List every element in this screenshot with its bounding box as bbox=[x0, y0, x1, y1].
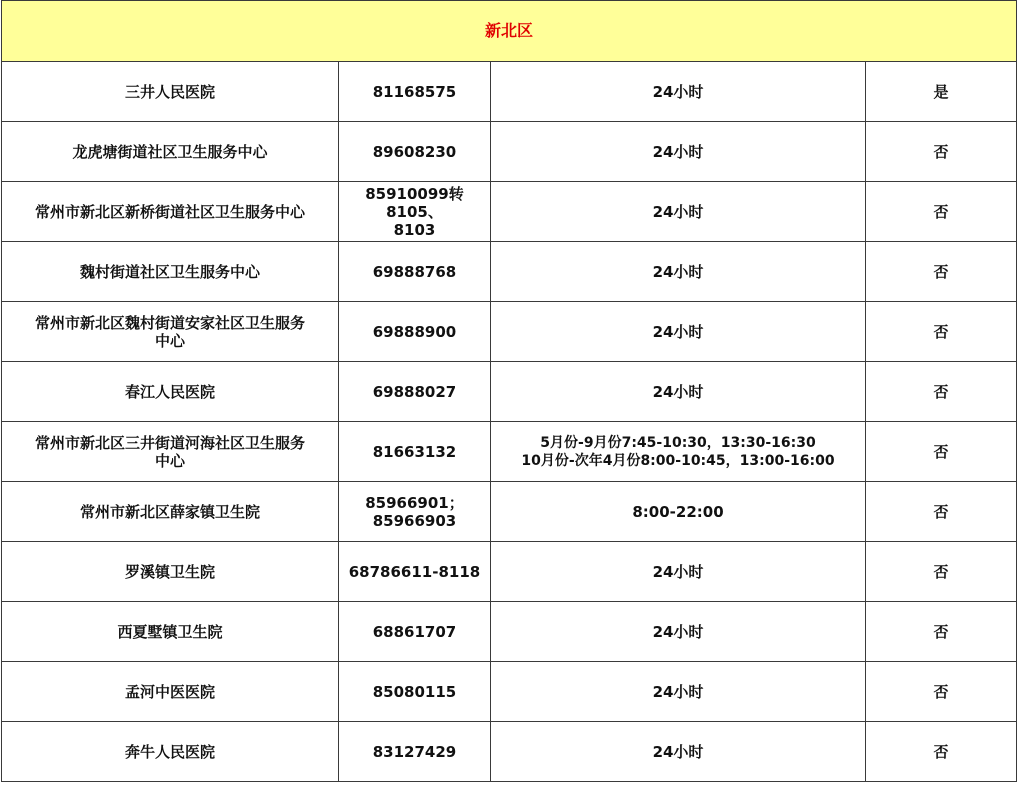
hours-cell: 24小时 bbox=[491, 302, 866, 362]
hours-cell: 24小时 bbox=[491, 62, 866, 122]
flag-cell: 否 bbox=[866, 662, 1017, 722]
hospital-name-line: 中心 bbox=[154, 331, 185, 350]
table-row bbox=[2, 62, 1017, 122]
flag-cell: 否 bbox=[866, 362, 1017, 422]
table-row bbox=[2, 662, 1017, 722]
phone-cell: 83127429 bbox=[339, 722, 491, 782]
phone-line: 8103 bbox=[393, 220, 436, 239]
hours-cell: 24小时 bbox=[491, 182, 866, 242]
flag-cell: 否 bbox=[866, 242, 1017, 302]
hospital-name-cell: 常州市新北区新桥街道社区卫生服务中心 bbox=[2, 182, 339, 242]
hospital-name-cell: 罗溪镇卫生院 bbox=[2, 542, 339, 602]
hospital-name-cell: 春江人民医院 bbox=[2, 362, 339, 422]
flag-cell: 否 bbox=[866, 722, 1017, 782]
table-row bbox=[2, 122, 1017, 182]
hospital-table-body bbox=[2, 1, 1017, 782]
phone-cell bbox=[339, 182, 491, 242]
flag-cell: 否 bbox=[866, 482, 1017, 542]
hospital-name-cell: 三井人民医院 bbox=[2, 62, 339, 122]
flag-cell: 否 bbox=[866, 302, 1017, 362]
section-title: 新北区 bbox=[2, 1, 1017, 62]
hospital-name-cell bbox=[2, 422, 339, 482]
flag-cell: 否 bbox=[866, 542, 1017, 602]
table-row bbox=[2, 422, 1017, 482]
hospital-table bbox=[1, 0, 1017, 782]
table-row bbox=[2, 302, 1017, 362]
flag-cell: 是 bbox=[866, 62, 1017, 122]
phone-cell: 69888900 bbox=[339, 302, 491, 362]
hours-cell: 24小时 bbox=[491, 602, 866, 662]
table-row bbox=[2, 362, 1017, 422]
phone-cell: 81663132 bbox=[339, 422, 491, 482]
hours-cell: 24小时 bbox=[491, 722, 866, 782]
hours-line: 10月份-次年4月份8:00-10:45，13:00-16:00 bbox=[521, 452, 835, 469]
hours-cell: 24小时 bbox=[491, 542, 866, 602]
phone-cell: 81168575 bbox=[339, 62, 491, 122]
hospital-name-cell: 龙虎塘街道社区卫生服务中心 bbox=[2, 122, 339, 182]
hours-cell: 24小时 bbox=[491, 362, 866, 422]
hospital-name-cell bbox=[2, 302, 339, 362]
hours-cell: 24小时 bbox=[491, 662, 866, 722]
flag-cell: 否 bbox=[866, 182, 1017, 242]
hospital-name-line: 常州市新北区魏村街道安家社区卫生服务 bbox=[34, 313, 305, 332]
phone-cell: 69888027 bbox=[339, 362, 491, 422]
phone-cell bbox=[339, 482, 491, 542]
table-row bbox=[2, 182, 1017, 242]
hospital-name-cell: 常州市新北区薛家镇卫生院 bbox=[2, 482, 339, 542]
hospital-name-cell: 魏村街道社区卫生服务中心 bbox=[2, 242, 339, 302]
hospital-name-cell: 孟河中医医院 bbox=[2, 662, 339, 722]
hours-cell bbox=[491, 422, 866, 482]
hours-cell: 24小时 bbox=[491, 242, 866, 302]
phone-cell: 89608230 bbox=[339, 122, 491, 182]
flag-cell: 否 bbox=[866, 422, 1017, 482]
flag-cell: 否 bbox=[866, 122, 1017, 182]
hours-line: 5月份-9月份7:45-10:30，13:30-16:30 bbox=[540, 434, 816, 451]
table-row bbox=[2, 542, 1017, 602]
phone-line: 85966903 bbox=[372, 511, 457, 530]
phone-cell: 68786611-8118 bbox=[339, 542, 491, 602]
hospital-name-line: 常州市新北区三井街道河海社区卫生服务 bbox=[34, 433, 305, 452]
hospital-name-cell: 奔牛人民医院 bbox=[2, 722, 339, 782]
phone-line: 85910099转8105、 bbox=[365, 184, 464, 221]
table-row bbox=[2, 722, 1017, 782]
phone-cell: 69888768 bbox=[339, 242, 491, 302]
hours-cell: 24小时 bbox=[491, 122, 866, 182]
table-row bbox=[2, 242, 1017, 302]
hospital-name-line: 中心 bbox=[154, 451, 185, 470]
section-header-row bbox=[2, 1, 1017, 62]
hospital-name-cell: 西夏墅镇卫生院 bbox=[2, 602, 339, 662]
flag-cell: 否 bbox=[866, 602, 1017, 662]
hours-cell: 8:00-22:00 bbox=[491, 482, 866, 542]
phone-cell: 85080115 bbox=[339, 662, 491, 722]
table-row bbox=[2, 482, 1017, 542]
table-row bbox=[2, 602, 1017, 662]
phone-cell: 68861707 bbox=[339, 602, 491, 662]
phone-line: 85966901； bbox=[365, 493, 464, 512]
